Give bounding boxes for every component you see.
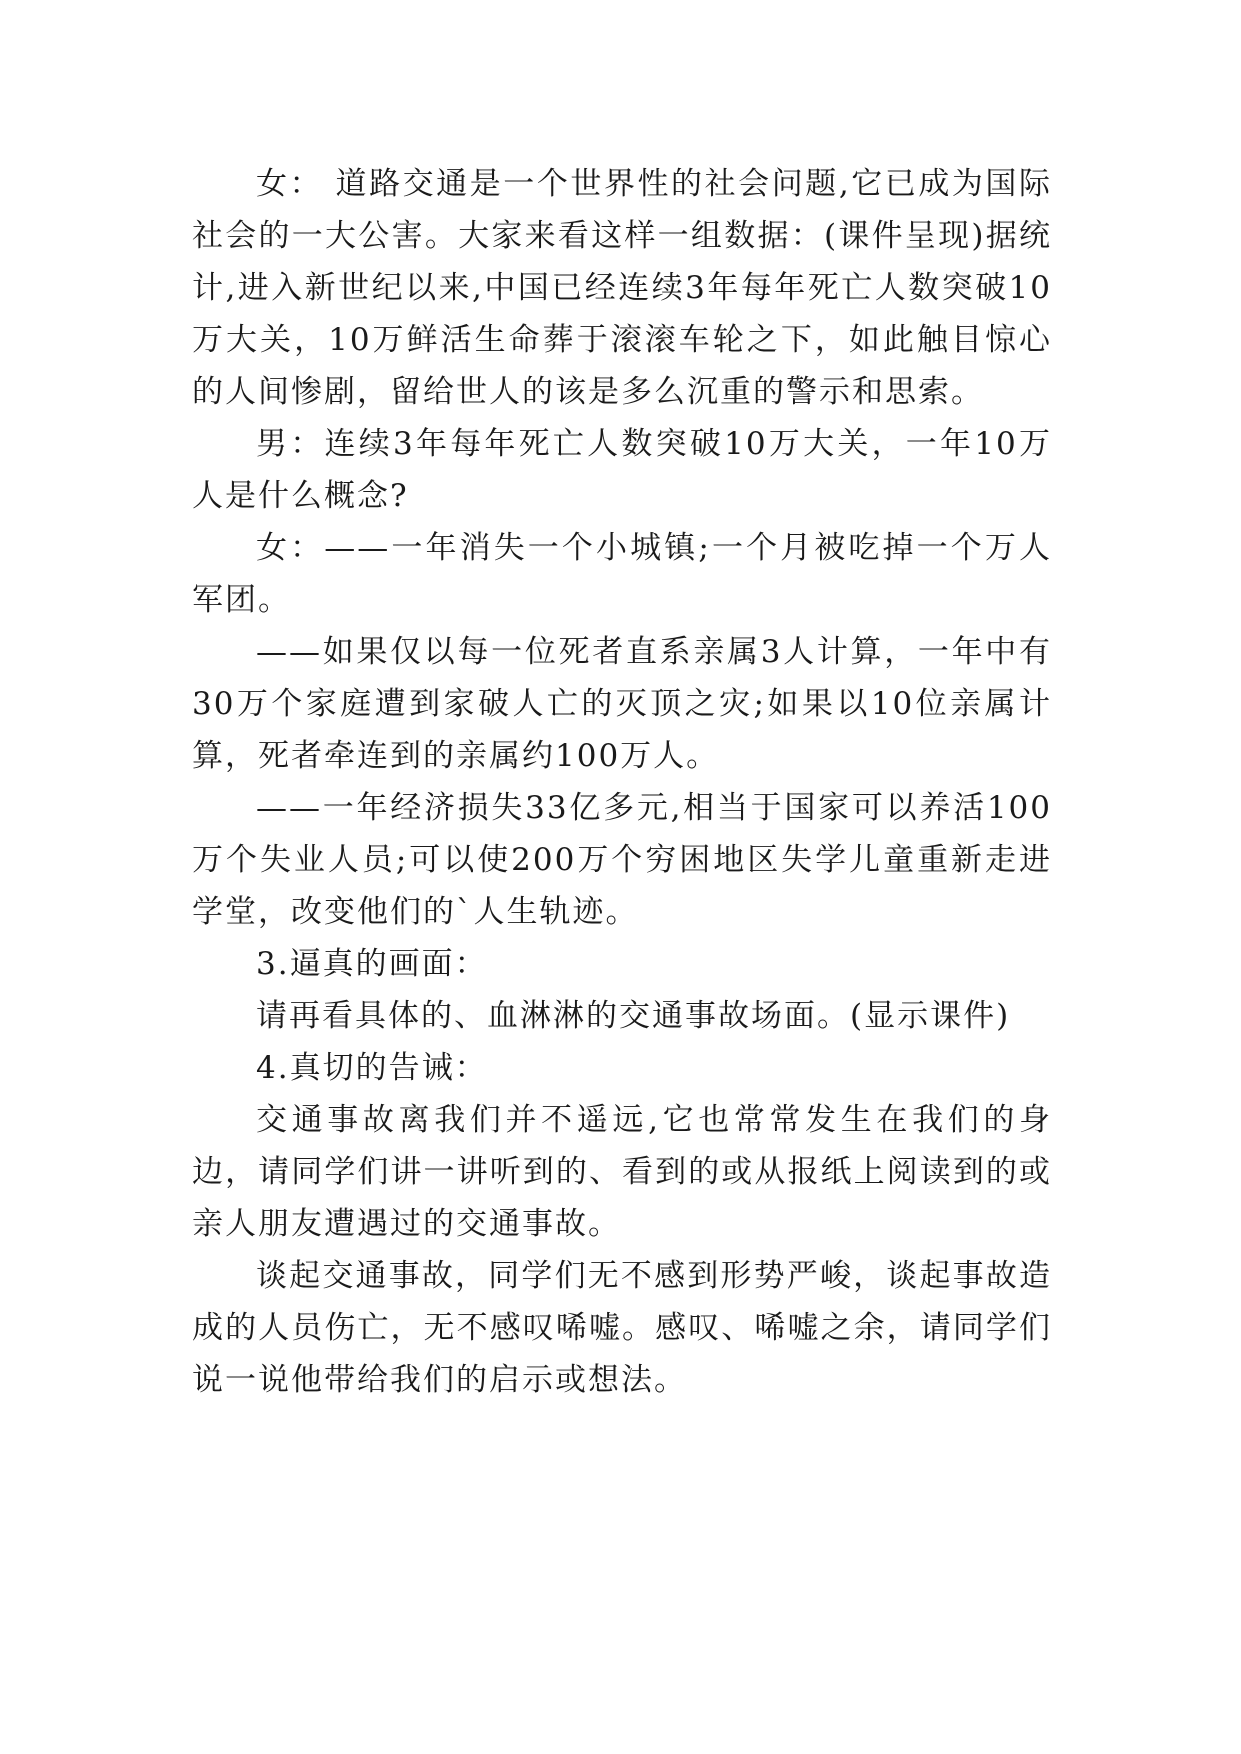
section-heading-3: 3.逼真的画面： [256,946,488,982]
paragraph-economic-loss: ——一年经济损失33亿多元,相当于国家可以养活100万个失业人员;可以使200万个穷困地区失学儿童重新走进学堂，改变他们的`人生轨迹。 [192,790,1052,930]
paragraph-male-question: 男：连续3年每年死亡人数突破10万大关，一年10万人是什么概念? [192,426,1052,514]
section-heading-4: 4.真切的告诫： [256,1050,488,1086]
paragraph-reflection: 谈起交通事故，同学们无不感到形势严峻，谈起事故造成的人员伤亡，无不感叹唏嘘。感叹、唏嘘之余，请同学们说一说他带给我们的启示或想法。 [192,1258,1052,1398]
paragraph-family-impact: ——如果仅以每一位死者直系亲属3人计算，一年中有30万个家庭遭到家破人亡的灭顶之灾;如果以10位亲属计算，死者牵连到的亲属约100万人。 [192,634,1052,774]
paragraph-intro-female: 女： 道路交通是一个世界性的社会问题,它已成为国际社会的一大公害。大家来看这样一组数据：(课件呈现)据统计,进入新世纪以来,中国已经连续3年每年死亡人数突破10万大关，10万鲜活生命葬于滚滚车轮之下，如此触目惊心的人间惨剧，留给世人的该是多么沉重的警示和思索。 [192,166,1052,410]
paragraph-scene: 请再看具体的、血淋淋的交通事故场面。(显示课件) [256,998,1011,1034]
document-body [192,158,1052,1406]
paragraph-female-answer: 女：——一年消失一个小城镇;一个月被吃掉一个万人军团。 [192,530,1052,618]
paragraph-nearby-accidents: 交通事故离我们并不遥远,它也常常发生在我们的身边，请同学们讲一讲听到的、看到的或从报纸上阅读到的或亲人朋友遭遇过的交通事故。 [192,1102,1052,1242]
